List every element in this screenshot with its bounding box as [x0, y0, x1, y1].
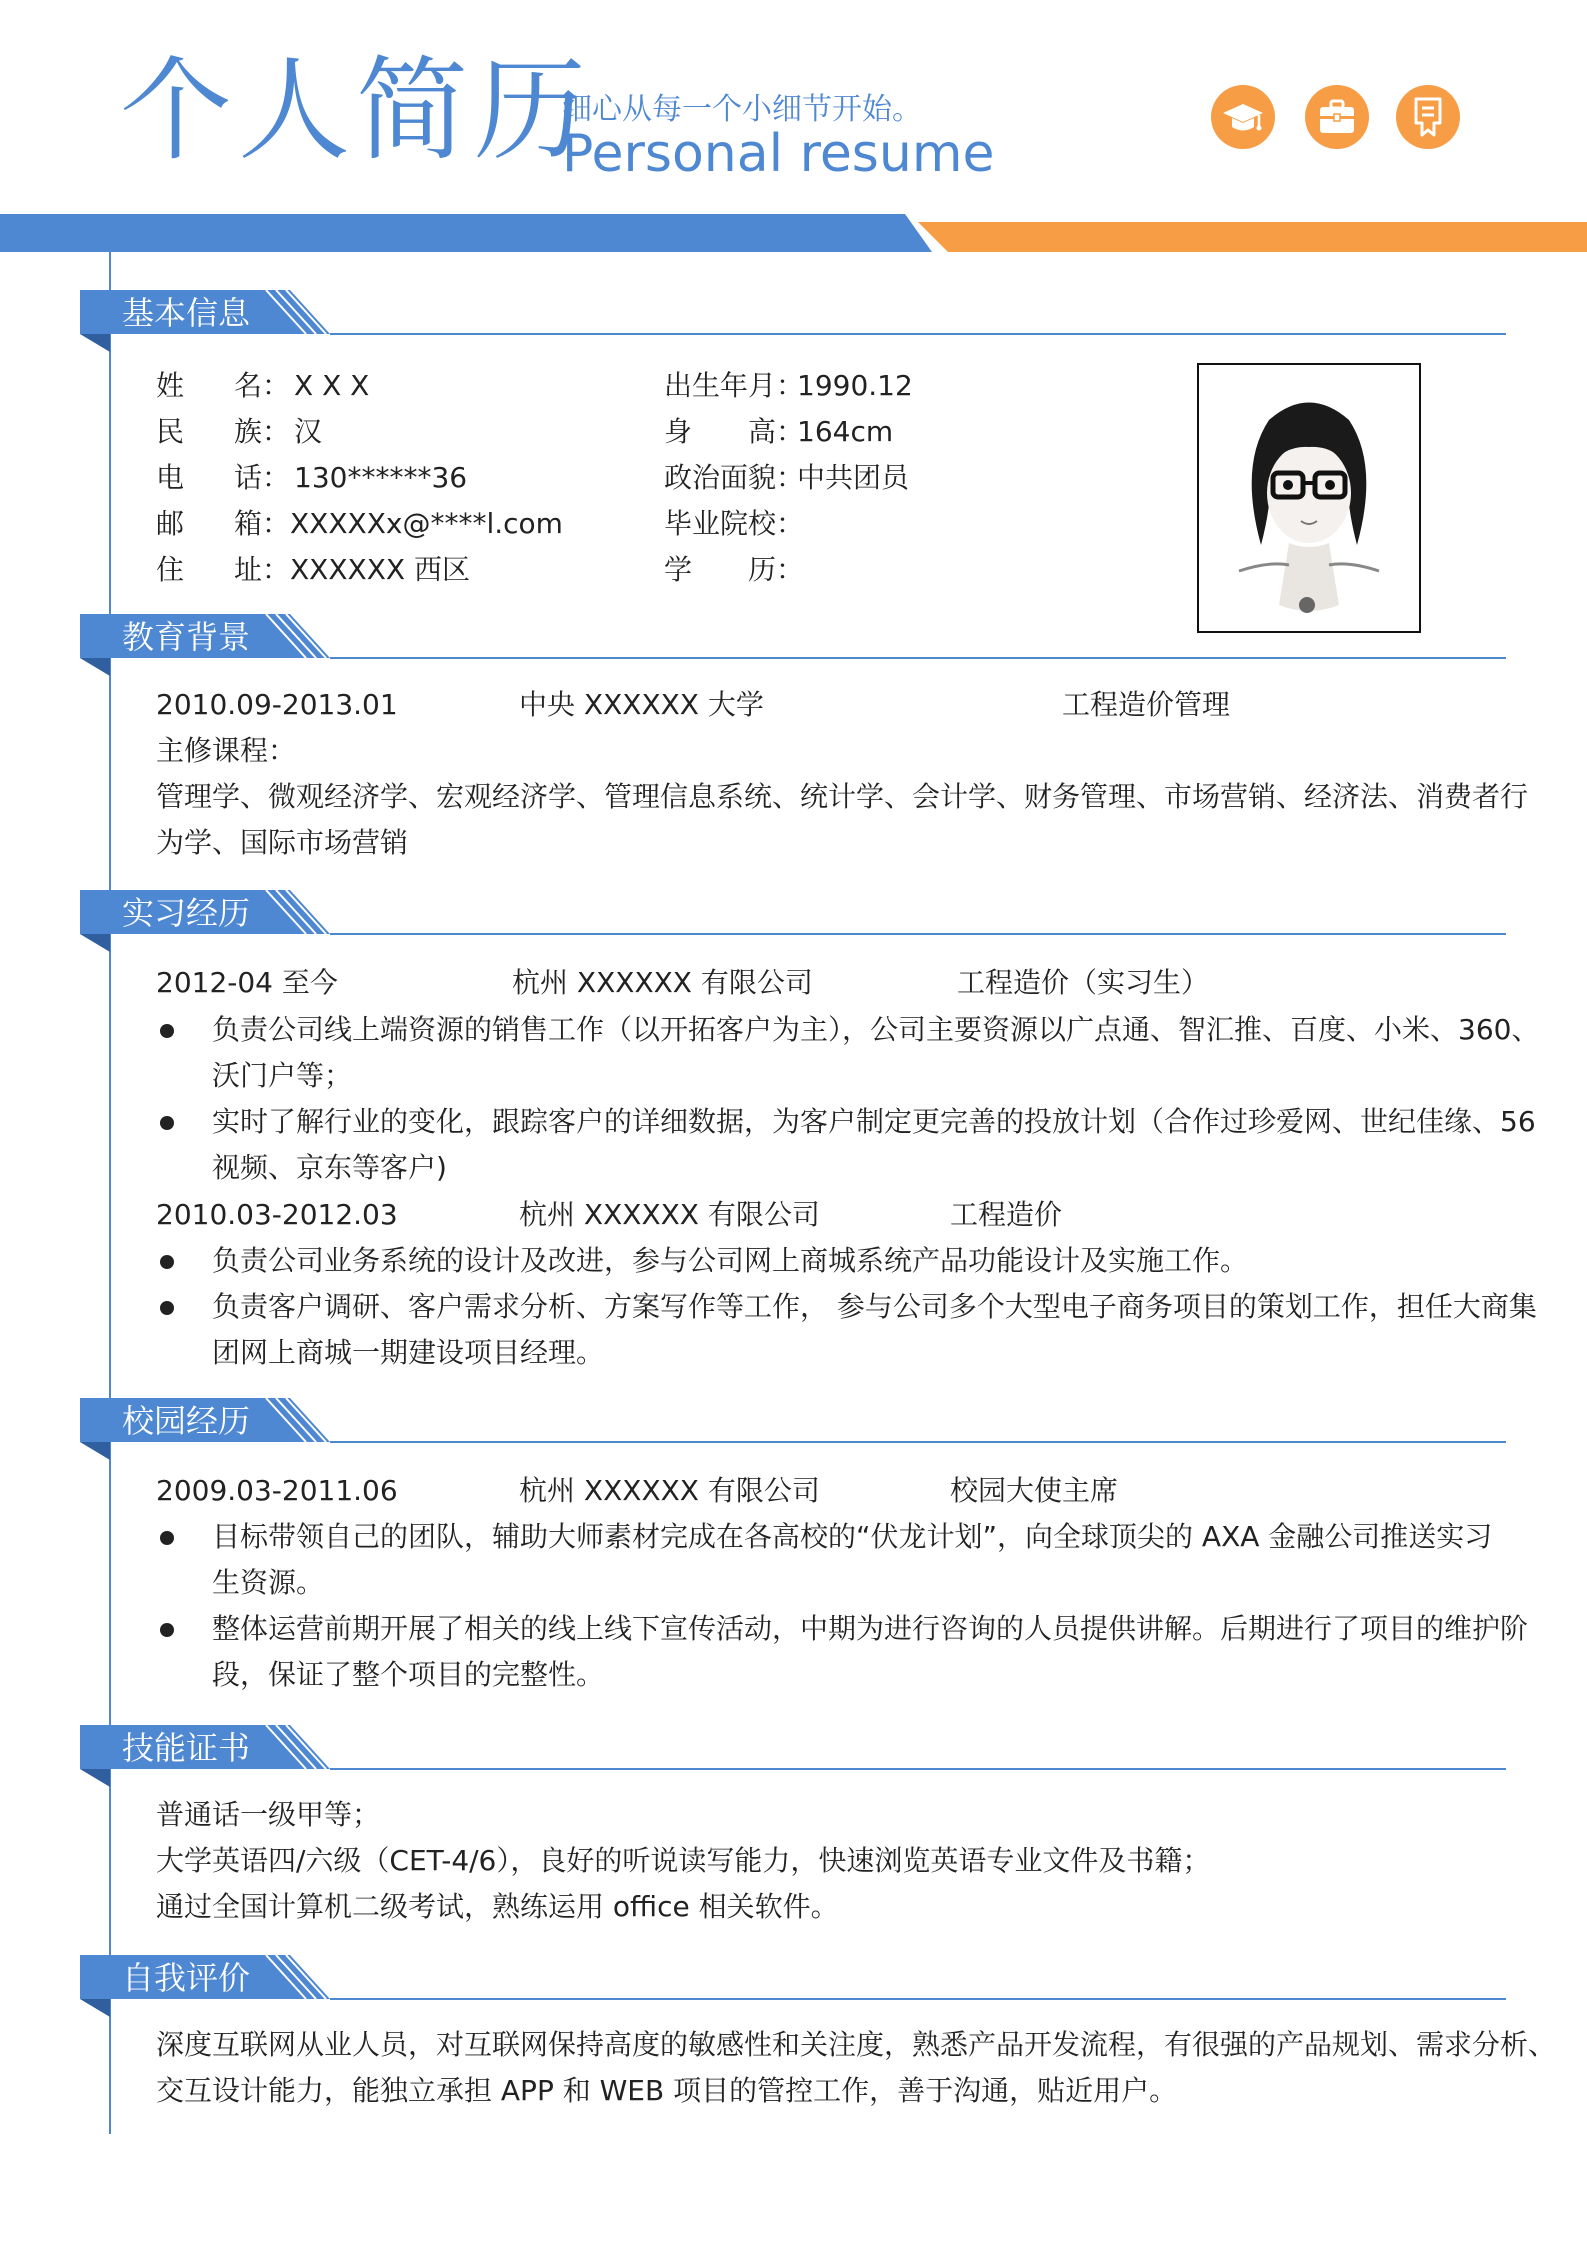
edu-period: 2010.09-2013.01	[156, 688, 398, 721]
job-period: 2012-04 至今	[156, 966, 338, 999]
bullet-text: 视频、京东等客户)	[212, 1151, 447, 1184]
label-char: 话	[234, 461, 263, 494]
section-title: 基本信息	[122, 294, 251, 332]
birth-value: 1990.12	[797, 369, 913, 402]
section-header-education	[80, 614, 330, 660]
page-title: 个人简历	[120, 46, 592, 176]
political-label: 政治面貌：	[664, 461, 805, 494]
self-eval-line: 深度互联网从业人员，对互联网保持高度的敏感性和关注度，熟悉产品开发流程，有很强的产品规划、需求分析、	[156, 2028, 1557, 2061]
label-char: 电	[156, 461, 185, 494]
bullet-dot	[160, 1116, 174, 1130]
section-title: 校园经历	[122, 1402, 251, 1440]
phone-value: 130******36	[294, 461, 468, 494]
label-sep: ：	[262, 369, 291, 402]
bullet-text: 实时了解行业的变化，跟踪客户的详细数据，为客户制定更完善的投放计划（合作过珍爱网、世纪佳缘、56	[212, 1105, 1536, 1138]
political-value: 中共团员	[797, 461, 910, 494]
campus-company: 杭州 XXXXXX 有限公司	[519, 1474, 820, 1507]
section-rule	[330, 1441, 1506, 1443]
bullet-text: 目标带领自己的团队，辅助大师素材完成在各高校的“伏龙计划”，向全球顶尖的 AXA 金融公司推送实习	[212, 1520, 1493, 1553]
briefcase-icon	[1305, 85, 1369, 149]
section-rule	[330, 657, 1506, 659]
bullet-dot	[160, 1024, 174, 1038]
courses-line: 管理学、微观经济学、宏观经济学、管理信息系统、统计学、会计学、财务管理、市场营销、经济法、消费者行	[156, 780, 1529, 813]
avatar-illustration	[1199, 365, 1419, 631]
section-title: 自我评价	[122, 1959, 251, 1997]
job-role: 工程造价	[950, 1198, 1063, 1231]
height-value: 164cm	[797, 415, 894, 448]
section-rule	[330, 1768, 1506, 1770]
section-rule	[330, 1998, 1506, 2000]
bullet-text: 段，保证了整个项目的完整性。	[212, 1658, 605, 1691]
birth-label: 出生年月：	[664, 369, 805, 402]
bullet-text: 沃门户等；	[212, 1059, 353, 1092]
label-char: 姓	[156, 369, 185, 402]
ethnicity-value: 汉	[294, 415, 323, 448]
label-char: 名	[234, 369, 263, 402]
bullet-text: 负责客户调研、客户需求分析、方案写作等工作， 参与公司多个大型电子商务项目的策划工作，担任大商集	[212, 1290, 1537, 1323]
bullet-dot	[160, 1301, 174, 1315]
label-sep: ：	[262, 553, 291, 586]
bullet-text: 团网上商城一期建设项目经理。	[212, 1336, 605, 1369]
label-char: 住	[156, 553, 185, 586]
label-char: 族	[234, 415, 263, 448]
section-title: 教育背景	[122, 618, 251, 656]
section-title: 实习经历	[122, 894, 251, 932]
bullet-text: 负责公司业务系统的设计及改进，参与公司网上商城系统产品功能设计及实施工作。	[212, 1244, 1249, 1277]
slogan: 细心从每一个小细节开始。	[562, 92, 922, 127]
bullet-text: 生资源。	[212, 1566, 325, 1599]
skill-line: 普通话一级甲等；	[156, 1798, 381, 1831]
page-subtitle: Personal resume	[562, 124, 995, 184]
bullet-dot	[160, 1623, 174, 1637]
label-sep: ：	[262, 461, 291, 494]
section-header-campus	[80, 1398, 330, 1444]
avatar	[1197, 363, 1421, 633]
edu-major: 工程造价管理	[1062, 688, 1231, 721]
graduation-cap-icon	[1211, 85, 1275, 149]
degree-label: 学 历：	[664, 553, 805, 586]
courses-line: 为学、国际市场营销	[156, 826, 409, 859]
job-company: 杭州 XXXXXX 有限公司	[512, 966, 813, 999]
name-value: X X X	[294, 369, 370, 402]
label-sep: ：	[262, 415, 291, 448]
address-value: XXXXXX 西区	[290, 553, 470, 586]
school-label: 毕业院校：	[664, 507, 805, 540]
courses-label: 主修课程：	[156, 734, 297, 767]
skill-line: 通过全国计算机二级考试，熟练运用 office 相关软件。	[156, 1890, 839, 1923]
section-header-skills	[80, 1725, 330, 1771]
section-header-basic	[80, 290, 330, 336]
section-title: 技能证书	[122, 1729, 251, 1767]
bullet-text: 整体运营前期开展了相关的线上线下宣传活动，中期为进行咨询的人员提供讲解。后期进行了项目的维护阶	[212, 1612, 1529, 1645]
section-rule	[330, 333, 1506, 335]
height-label: 身 高：	[664, 415, 805, 448]
campus-period: 2009.03-2011.06	[156, 1474, 398, 1507]
label-sep: ：	[262, 507, 291, 540]
skill-line: 大学英语四/六级（CET-4/6），良好的听说读写能力，快速浏览英语专业文件及书籍；	[156, 1844, 1211, 1877]
job-period: 2010.03-2012.03	[156, 1198, 398, 1231]
section-rule	[330, 933, 1506, 935]
timeline-line	[109, 252, 111, 2134]
label-char: 箱	[234, 507, 263, 540]
header-band	[0, 212, 1587, 254]
job-role: 工程造价（实习生）	[957, 966, 1210, 999]
section-header-internship	[80, 890, 330, 936]
job-company: 杭州 XXXXXX 有限公司	[519, 1198, 820, 1231]
bullet-text: 负责公司线上端资源的销售工作（以开拓客户为主），公司主要资源以广点通、智汇推、百度、小米、360、	[212, 1013, 1540, 1046]
section-header-self	[80, 1955, 330, 2001]
bullet-dot	[160, 1531, 174, 1545]
label-char: 址	[234, 553, 263, 586]
email-value: XXXXXx@****l.com	[290, 507, 563, 540]
bullet-dot	[160, 1255, 174, 1269]
label-char: 邮	[156, 507, 185, 540]
edu-school: 中央 XXXXXX 大学	[519, 688, 764, 721]
certificate-icon	[1396, 85, 1460, 149]
label-char: 民	[156, 415, 185, 448]
self-eval-line: 交互设计能力，能独立承担 APP 和 WEB 项目的管控工作，善于沟通，贴近用户。	[156, 2074, 1178, 2107]
campus-role: 校园大使主席	[950, 1474, 1119, 1507]
